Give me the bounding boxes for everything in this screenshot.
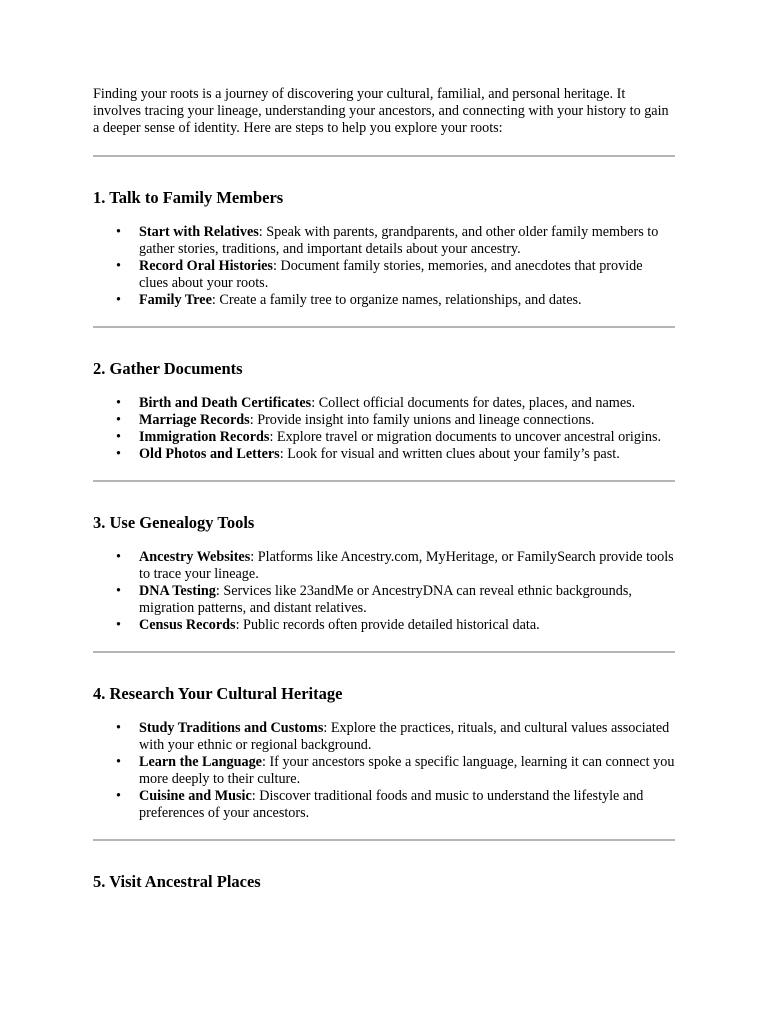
item-term: DNA Testing xyxy=(139,583,216,599)
bullet-list xyxy=(93,395,675,463)
section-heading: 5. Visit Ancestral Places xyxy=(93,872,261,891)
item-text: : Explore travel or migration documents to uncover ancestral origins. xyxy=(269,429,662,445)
item-text: : Speak with parents, grandparents, and other older family members to gather stories, traditions, and important details about your ancestry. xyxy=(139,224,659,257)
item-text: : Services like 23andMe or AncestryDNA can reveal ethnic backgrounds, migration patterns, and distant relatives. xyxy=(139,583,632,616)
section-divider xyxy=(93,651,675,653)
item-text: : Discover traditional foods and music to understand the lifestyle and preferences of your ancestors. xyxy=(139,788,644,821)
item-term: Family Tree xyxy=(139,292,212,308)
section-2 xyxy=(93,359,675,482)
bullet-icon: • xyxy=(116,412,121,428)
bullet-icon: • xyxy=(116,788,121,804)
item-term: Birth and Death Certificates xyxy=(139,395,312,411)
list-item xyxy=(116,754,675,788)
bullet-icon: • xyxy=(116,258,121,274)
item-text: : If your ancestors spoke a specific language, learning it can connect you more deeply to their culture. xyxy=(139,754,675,787)
item-text: : Collect official documents for dates, places, and names. xyxy=(311,395,636,411)
item-term: Immigration Records xyxy=(139,429,270,445)
bullet-icon: • xyxy=(116,549,121,565)
section-heading: 2. Gather Documents xyxy=(93,359,243,378)
item-text: : Platforms like Ancestry.com, MyHeritage, or FamilySearch provide tools to trace your lineage. xyxy=(139,549,674,582)
list-item xyxy=(116,258,675,292)
list-item xyxy=(116,446,675,463)
item-text: : Create a family tree to organize names, relationships, and dates. xyxy=(211,292,582,308)
bullet-icon: • xyxy=(116,617,121,633)
section-3 xyxy=(93,513,675,653)
section-divider xyxy=(93,155,675,157)
item-term: Record Oral Histories xyxy=(139,258,273,274)
item-term: Study Traditions and Customs xyxy=(139,720,324,736)
intro-paragraph: Finding your roots is a journey of discovering your cultural, familial, and personal heritage. It involves tracing your lineage, understanding your ancestors, and connecting with your history to gain a deeper sense of identity. Here are steps to help you explore your roots: xyxy=(93,86,669,136)
section-5 xyxy=(93,872,675,892)
item-term: Learn the Language xyxy=(139,754,262,770)
item-term: Marriage Records xyxy=(139,412,250,428)
section-4 xyxy=(93,684,675,841)
bullet-icon: • xyxy=(116,395,121,411)
list-item xyxy=(116,617,675,634)
item-text: : Public records often provide detailed historical data. xyxy=(235,617,540,633)
bullet-icon: • xyxy=(116,754,121,770)
bullet-icon: • xyxy=(116,446,121,462)
list-item xyxy=(116,720,675,754)
bullet-icon: • xyxy=(116,583,121,599)
list-item xyxy=(116,429,675,446)
bullet-icon: • xyxy=(116,720,121,736)
list-item xyxy=(116,549,675,583)
item-term: Old Photos and Letters xyxy=(139,446,280,462)
bullet-list xyxy=(93,720,675,822)
item-text: : Explore the practices, rituals, and cultural values associated with your ethnic or regional background. xyxy=(139,720,670,753)
item-text: : Provide insight into family unions and lineage connections. xyxy=(249,412,595,428)
bullet-icon: • xyxy=(116,429,121,445)
section-divider xyxy=(93,480,675,482)
section-divider xyxy=(93,326,675,328)
section-heading: 1. Talk to Family Members xyxy=(93,188,284,207)
item-term: Ancestry Websites xyxy=(139,549,251,565)
list-item xyxy=(116,292,675,309)
bullet-list xyxy=(93,224,675,309)
item-term: Census Records xyxy=(139,617,236,633)
section-heading: 4. Research Your Cultural Heritage xyxy=(93,684,343,703)
bullet-icon: • xyxy=(116,292,121,308)
item-text: : Look for visual and written clues about your family’s past. xyxy=(279,446,620,462)
item-term: Cuisine and Music xyxy=(139,788,252,804)
item-text: : Document family stories, memories, and anecdotes that provide clues about your roots. xyxy=(139,258,643,291)
item-term: Start with Relatives xyxy=(139,224,259,240)
section-divider xyxy=(93,839,675,841)
document-page xyxy=(93,86,675,892)
bullet-list xyxy=(93,549,675,634)
list-item xyxy=(116,412,675,429)
list-item xyxy=(116,395,675,412)
bullet-icon: • xyxy=(116,224,121,240)
list-item xyxy=(116,583,675,617)
list-item xyxy=(116,788,675,822)
section-heading: 3. Use Genealogy Tools xyxy=(93,513,255,532)
list-item xyxy=(116,224,675,258)
section-1 xyxy=(93,188,675,328)
